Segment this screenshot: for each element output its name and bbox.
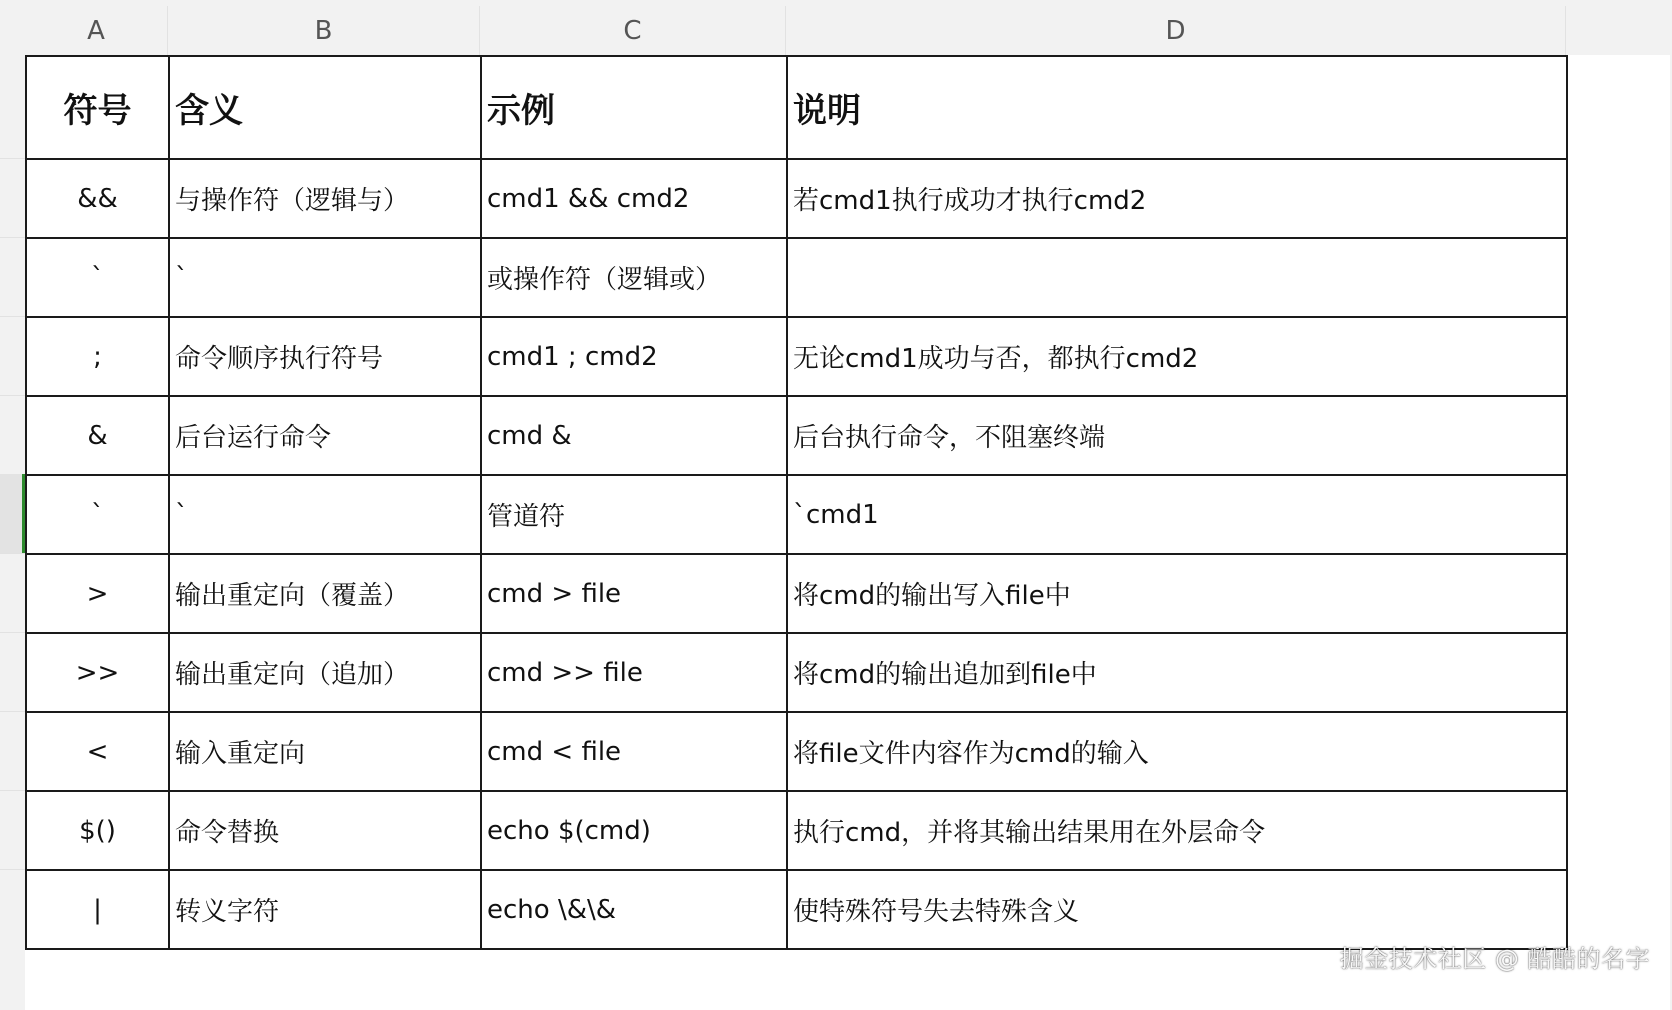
- cell-meaning[interactable]: `: [169, 238, 481, 317]
- cell-symbol[interactable]: <: [26, 712, 169, 791]
- table-row: [26, 238, 1567, 317]
- cell-description[interactable]: 后台执行命令，不阻塞终端: [787, 396, 1567, 475]
- cell-header-meaning[interactable]: 含义: [169, 56, 481, 159]
- watermark-text: 掘金技术社区 @ 酷酷的名字: [1339, 945, 1650, 973]
- cell-header-symbol[interactable]: 符号: [26, 56, 169, 159]
- cell-example[interactable]: cmd1 && cmd2: [481, 159, 787, 238]
- cell-example[interactable]: cmd > file: [481, 554, 787, 633]
- table-row-active: [26, 475, 1567, 554]
- cell-symbol[interactable]: >: [26, 554, 169, 633]
- spreadsheet-grid: [25, 55, 1568, 950]
- cell-description[interactable]: 将file文件内容作为cmd的输入: [787, 712, 1567, 791]
- cell-example[interactable]: 管道符: [481, 475, 787, 554]
- cell-description[interactable]: 将cmd的输出写入file中: [787, 554, 1567, 633]
- table-row: [26, 633, 1567, 712]
- cell-header-description[interactable]: 说明: [787, 56, 1567, 159]
- column-header-a[interactable]: A: [25, 6, 168, 55]
- cell-symbol[interactable]: &&: [26, 159, 169, 238]
- cell-example[interactable]: cmd < file: [481, 712, 787, 791]
- column-header-b[interactable]: B: [168, 6, 480, 55]
- table-row: [26, 870, 1567, 949]
- cell-symbol[interactable]: &: [26, 396, 169, 475]
- header-row: [26, 56, 1567, 159]
- cell-meaning[interactable]: 命令替换: [169, 791, 481, 870]
- cell-meaning[interactable]: 输入重定向: [169, 712, 481, 791]
- column-header-bar: [0, 0, 1672, 55]
- cell-symbol[interactable]: `: [26, 238, 169, 317]
- column-header-d[interactable]: D: [786, 6, 1566, 55]
- cell-header-example[interactable]: 示例: [481, 56, 787, 159]
- cell-example[interactable]: echo \&\&: [481, 870, 787, 949]
- table-row: [26, 791, 1567, 870]
- column-header-c[interactable]: C: [480, 6, 786, 55]
- cell-symbol[interactable]: >>: [26, 633, 169, 712]
- cell-meaning[interactable]: 命令顺序执行符号: [169, 317, 481, 396]
- cell-description[interactable]: `cmd1: [787, 475, 1567, 554]
- cell-description[interactable]: 若cmd1执行成功才执行cmd2: [787, 159, 1567, 238]
- cell-description[interactable]: 使特殊符号失去特殊含义: [787, 870, 1567, 949]
- cell-meaning[interactable]: 后台运行命令: [169, 396, 481, 475]
- cell-meaning[interactable]: 与操作符（逻辑与）: [169, 159, 481, 238]
- cell-description[interactable]: [787, 238, 1567, 317]
- cell-example[interactable]: cmd >> file: [481, 633, 787, 712]
- cell-meaning[interactable]: 输出重定向（覆盖）: [169, 554, 481, 633]
- table-row: [26, 554, 1567, 633]
- cell-example[interactable]: echo $(cmd): [481, 791, 787, 870]
- cell-meaning[interactable]: 输出重定向（追加）: [169, 633, 481, 712]
- cell-example[interactable]: 或操作符（逻辑或）: [481, 238, 787, 317]
- table-row: [26, 712, 1567, 791]
- cell-symbol[interactable]: |: [26, 870, 169, 949]
- table-row: [26, 159, 1567, 238]
- active-cell-indicator: [22, 474, 25, 553]
- cell-description[interactable]: 将cmd的输出追加到file中: [787, 633, 1567, 712]
- table-row: [26, 317, 1567, 396]
- cell-symbol[interactable]: `: [26, 475, 169, 554]
- table-row: [26, 396, 1567, 475]
- cell-description[interactable]: 执行cmd，并将其输出结果用在外层命令: [787, 791, 1567, 870]
- cell-symbol[interactable]: ;: [26, 317, 169, 396]
- cell-meaning[interactable]: 转义字符: [169, 870, 481, 949]
- cell-meaning[interactable]: `: [169, 475, 481, 554]
- cell-symbol[interactable]: $(): [26, 791, 169, 870]
- cell-example[interactable]: cmd &: [481, 396, 787, 475]
- cell-example[interactable]: cmd1 ; cmd2: [481, 317, 787, 396]
- cell-description[interactable]: 无论cmd1成功与否，都执行cmd2: [787, 317, 1567, 396]
